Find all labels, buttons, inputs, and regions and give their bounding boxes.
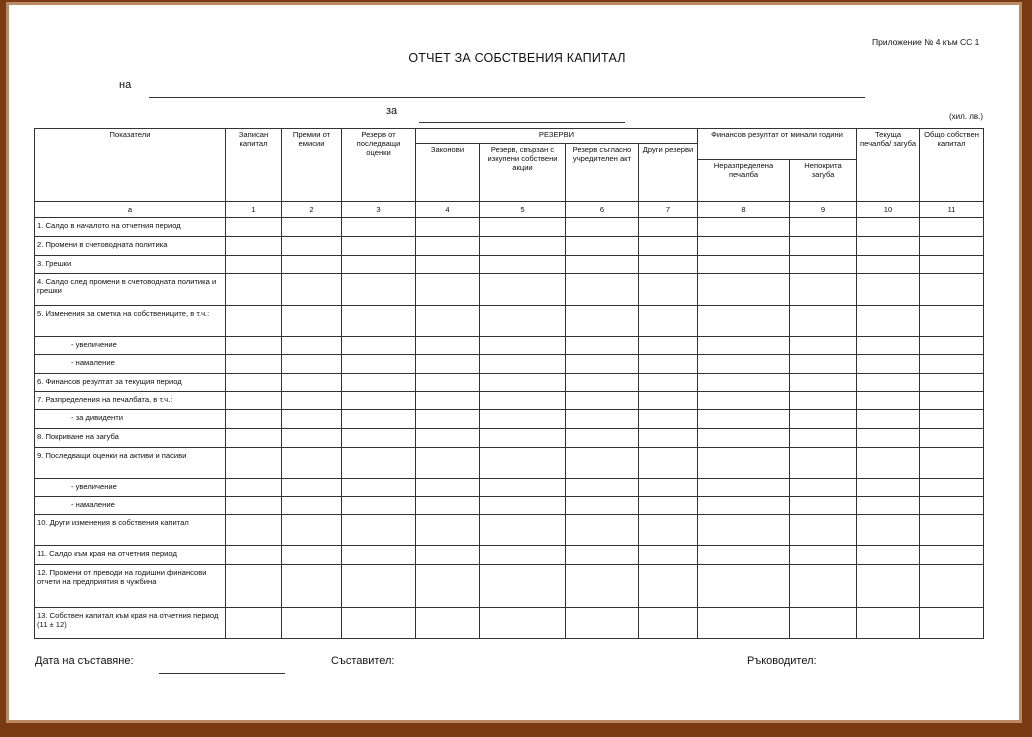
value-cell[interactable] [480,274,566,306]
value-cell[interactable] [790,565,857,608]
value-cell[interactable] [857,448,920,479]
value-cell[interactable] [480,237,566,256]
value-cell[interactable] [282,274,342,306]
value-cell[interactable] [566,565,639,608]
header-reserves: РЕЗЕРВИ [416,129,698,144]
value-cell[interactable] [857,337,920,355]
value-cell[interactable] [480,374,566,392]
value-cell[interactable] [342,306,416,337]
value-cell[interactable] [566,274,639,306]
value-cell[interactable] [857,515,920,546]
value-cell[interactable] [282,355,342,374]
value-cell[interactable] [639,237,698,256]
column-number: 5 [480,202,566,218]
value-cell[interactable] [698,256,790,274]
header-other-reserves: Други резерви [639,144,698,202]
value-cell[interactable] [416,306,480,337]
value-cell[interactable] [857,374,920,392]
row-label: - увеличение [35,337,226,355]
value-cell[interactable] [920,392,984,410]
za-label: за [386,105,398,117]
row-label: 8. Покриване на загуба [35,429,226,448]
header-uncovered-loss: Непокрита загуба [790,160,857,202]
table-row [35,497,984,515]
value-cell[interactable] [416,497,480,515]
value-cell[interactable] [342,256,416,274]
table-row [35,515,984,546]
value-cell[interactable] [342,410,416,429]
value-cell[interactable] [698,429,790,448]
header-registered-capital: Записан капитал [226,129,282,202]
value-cell[interactable] [282,479,342,497]
value-cell[interactable] [226,392,282,410]
value-cell[interactable] [226,448,282,479]
value-cell[interactable] [480,256,566,274]
value-cell[interactable] [480,337,566,355]
table-row [35,306,984,337]
table-row [35,355,984,374]
value-cell[interactable] [698,479,790,497]
value-cell[interactable] [920,497,984,515]
value-cell[interactable] [480,306,566,337]
value-cell[interactable] [639,608,698,639]
value-cell[interactable] [282,256,342,274]
equity-table [34,128,984,639]
value-cell[interactable] [857,546,920,565]
value-cell[interactable] [857,237,920,256]
header-indicators: Показатели [35,129,226,202]
value-cell[interactable] [226,374,282,392]
value-cell[interactable] [226,337,282,355]
value-cell[interactable] [790,355,857,374]
value-cell[interactable] [698,392,790,410]
value-cell[interactable] [639,497,698,515]
value-cell[interactable] [857,218,920,237]
header-total-equity: Общо собствен капитал [920,129,984,202]
column-number-row [35,202,984,218]
value-cell[interactable] [282,218,342,237]
row-label: 12. Промени от преводи на годишни финансови отчети на предприятия в чужбина [35,565,226,608]
value-cell[interactable] [226,306,282,337]
value-cell[interactable] [282,546,342,565]
table-row [35,565,984,608]
value-cell[interactable] [416,608,480,639]
value-cell[interactable] [282,565,342,608]
value-cell[interactable] [857,256,920,274]
value-cell[interactable] [639,515,698,546]
value-cell[interactable] [920,608,984,639]
column-number: 1 [226,202,282,218]
value-cell[interactable] [226,274,282,306]
value-cell[interactable] [639,355,698,374]
value-cell[interactable] [566,306,639,337]
value-cell[interactable] [342,274,416,306]
table-row [35,410,984,429]
value-cell[interactable] [566,256,639,274]
row-label: - намаление [35,355,226,374]
value-cell[interactable] [480,546,566,565]
value-cell[interactable] [857,306,920,337]
value-cell[interactable] [639,479,698,497]
row-label: 1. Салдо в началото на отчетния период [35,218,226,237]
value-cell[interactable] [416,565,480,608]
units-label: (хил. лв.) [949,112,984,121]
row-label: 3. Грешки [35,256,226,274]
value-cell[interactable] [416,274,480,306]
value-cell[interactable] [790,274,857,306]
row-label: 4. Салдо след промени в счетоводната политика и грешки [35,274,226,306]
table-row [35,448,984,479]
value-cell[interactable] [282,608,342,639]
value-cell[interactable] [416,374,480,392]
value-cell[interactable] [698,448,790,479]
header-current-result: Текуща печалба/ загуба [857,129,920,202]
value-cell[interactable] [342,355,416,374]
compiler-label: Съставител: [331,655,395,667]
value-cell[interactable] [857,565,920,608]
value-cell[interactable] [566,410,639,429]
row-label: 6. Финансов резултат за текущия период [35,374,226,392]
value-cell[interactable] [226,256,282,274]
row-label: 11. Салдо към края на отчетния период [35,546,226,565]
value-cell[interactable] [342,497,416,515]
value-cell[interactable] [566,479,639,497]
value-cell[interactable] [639,429,698,448]
value-cell[interactable] [566,448,639,479]
value-cell[interactable] [698,546,790,565]
value-cell[interactable] [416,448,480,479]
value-cell[interactable] [639,256,698,274]
header-founding-act-reserve: Резерв съгласно учредителен акт [566,144,639,202]
value-cell[interactable] [342,479,416,497]
value-cell[interactable] [639,374,698,392]
value-cell[interactable] [639,410,698,429]
value-cell[interactable] [416,237,480,256]
row-label: - намаление [35,497,226,515]
value-cell[interactable] [857,355,920,374]
value-cell[interactable] [342,337,416,355]
value-cell[interactable] [416,355,480,374]
value-cell[interactable] [698,274,790,306]
value-cell[interactable] [282,448,342,479]
value-cell[interactable] [790,515,857,546]
value-cell[interactable] [698,337,790,355]
column-number: 9 [790,202,857,218]
period-line [419,122,625,123]
value-cell[interactable] [857,608,920,639]
value-cell[interactable] [698,608,790,639]
value-cell[interactable] [566,392,639,410]
value-cell[interactable] [416,337,480,355]
value-cell[interactable] [698,218,790,237]
value-cell[interactable] [226,218,282,237]
value-cell[interactable] [342,608,416,639]
header-prior-result: Финансов резултат от минали години [698,129,857,160]
value-cell[interactable] [226,546,282,565]
value-cell[interactable] [790,218,857,237]
value-cell[interactable] [566,237,639,256]
header-revaluation-reserve: Резерв от последващи оценки [342,129,416,202]
value-cell[interactable] [920,565,984,608]
value-cell[interactable] [342,392,416,410]
value-cell[interactable] [226,565,282,608]
value-cell[interactable] [790,608,857,639]
value-cell[interactable] [790,306,857,337]
value-cell[interactable] [342,429,416,448]
value-cell[interactable] [790,479,857,497]
value-cell[interactable] [920,306,984,337]
value-cell[interactable] [480,479,566,497]
value-cell[interactable] [480,515,566,546]
column-number: 7 [639,202,698,218]
value-cell[interactable] [920,429,984,448]
value-cell[interactable] [698,497,790,515]
value-cell[interactable] [282,392,342,410]
table-row [35,546,984,565]
value-cell[interactable] [857,392,920,410]
value-cell[interactable] [416,515,480,546]
value-cell[interactable] [342,515,416,546]
value-cell[interactable] [480,410,566,429]
row-label: 9. Последващи оценки на активи и пасиви [35,448,226,479]
column-number: 6 [566,202,639,218]
value-cell[interactable] [920,546,984,565]
value-cell[interactable] [226,479,282,497]
value-cell[interactable] [416,410,480,429]
value-cell[interactable] [282,515,342,546]
value-cell[interactable] [480,429,566,448]
value-cell[interactable] [416,479,480,497]
value-cell[interactable] [698,515,790,546]
table-row [35,608,984,639]
value-cell[interactable] [639,448,698,479]
value-cell[interactable] [790,497,857,515]
report-title: ОТЧЕТ ЗА СОБСТВЕНИЯ КАПИТАЛ [408,51,626,65]
row-label: - увеличение [35,479,226,497]
value-cell[interactable] [566,374,639,392]
value-cell[interactable] [226,429,282,448]
value-cell[interactable] [920,515,984,546]
value-cell[interactable] [342,374,416,392]
value-cell[interactable] [566,429,639,448]
value-cell[interactable] [920,448,984,479]
value-cell[interactable] [480,497,566,515]
value-cell[interactable] [790,410,857,429]
value-cell[interactable] [698,237,790,256]
table-row [35,256,984,274]
value-cell[interactable] [342,237,416,256]
table-row [35,218,984,237]
appendix-label: Приложение № 4 към СС 1 [872,37,980,47]
value-cell[interactable] [920,337,984,355]
table-row [35,274,984,306]
value-cell[interactable] [698,374,790,392]
value-cell[interactable] [566,218,639,237]
value-cell[interactable] [566,337,639,355]
column-number: а [35,202,226,218]
value-cell[interactable] [920,274,984,306]
value-cell[interactable] [698,306,790,337]
value-cell[interactable] [480,565,566,608]
value-cell[interactable] [790,429,857,448]
value-cell[interactable] [480,392,566,410]
header-share-premiums: Премии от емисии [282,129,342,202]
value-cell[interactable] [920,237,984,256]
value-cell[interactable] [639,546,698,565]
value-cell[interactable] [342,546,416,565]
value-cell[interactable] [282,429,342,448]
table-row [35,392,984,410]
value-cell[interactable] [857,410,920,429]
column-number: 2 [282,202,342,218]
manager-label: Ръководител: [747,655,817,667]
value-cell[interactable] [857,497,920,515]
value-cell[interactable] [920,256,984,274]
value-cell[interactable] [790,374,857,392]
column-number: 4 [416,202,480,218]
value-cell[interactable] [342,218,416,237]
value-cell[interactable] [790,337,857,355]
value-cell[interactable] [226,355,282,374]
value-cell[interactable] [282,497,342,515]
value-cell[interactable] [342,565,416,608]
value-cell[interactable] [566,355,639,374]
table-row [35,429,984,448]
value-cell[interactable] [416,256,480,274]
value-cell[interactable] [639,218,698,237]
value-cell[interactable] [226,237,282,256]
date-line [159,673,285,674]
column-number: 10 [857,202,920,218]
value-cell[interactable] [639,306,698,337]
company-name-line [149,97,865,98]
value-cell[interactable] [226,608,282,639]
value-cell[interactable] [790,448,857,479]
value-cell[interactable] [416,429,480,448]
table-row [35,237,984,256]
value-cell[interactable] [790,392,857,410]
value-cell[interactable] [566,497,639,515]
table-row [35,374,984,392]
value-cell[interactable] [416,392,480,410]
value-cell[interactable] [639,392,698,410]
row-label: - за дивиденти [35,410,226,429]
value-cell[interactable] [857,274,920,306]
value-cell[interactable] [639,565,698,608]
value-cell[interactable] [639,337,698,355]
value-cell[interactable] [566,515,639,546]
value-cell[interactable] [920,410,984,429]
column-number: 8 [698,202,790,218]
table-row [35,479,984,497]
row-label: 5. Изменения за сметка на собствениците, в т.ч.: [35,306,226,337]
value-cell[interactable] [639,274,698,306]
value-cell[interactable] [698,565,790,608]
value-cell[interactable] [282,374,342,392]
value-cell[interactable] [790,256,857,274]
row-label: 7. Разпределения на печалбата, в т.ч.: [35,392,226,410]
value-cell[interactable] [857,429,920,448]
value-cell[interactable] [920,218,984,237]
na-label: на [119,79,132,91]
value-cell[interactable] [416,546,480,565]
row-label: 2. Промени в счетоводната политика [35,237,226,256]
column-number: 11 [920,202,984,218]
column-number: 3 [342,202,416,218]
table-row [35,337,984,355]
date-label: Дата на съставяне: [35,655,134,667]
document-page [6,2,1022,723]
value-cell[interactable] [282,306,342,337]
value-cell[interactable] [226,497,282,515]
header-undistributed-profit: Неразпределена печалба [698,160,790,202]
value-cell[interactable] [282,410,342,429]
value-cell[interactable] [857,479,920,497]
value-cell[interactable] [282,237,342,256]
value-cell[interactable] [698,410,790,429]
header-own-shares-reserve: Резерв, свързан с изкупени собствени акции [480,144,566,202]
value-cell[interactable] [226,410,282,429]
row-label: 13. Собствен капитал към края на отчетния период (11 ± 12) [35,608,226,639]
value-cell[interactable] [480,355,566,374]
value-cell[interactable] [480,218,566,237]
value-cell[interactable] [920,374,984,392]
value-cell[interactable] [480,448,566,479]
value-cell[interactable] [698,355,790,374]
row-label: 10. Други изменения в собствения капитал [35,515,226,546]
value-cell[interactable] [342,448,416,479]
value-cell[interactable] [790,546,857,565]
value-cell[interactable] [566,546,639,565]
value-cell[interactable] [416,218,480,237]
value-cell[interactable] [566,608,639,639]
value-cell[interactable] [480,608,566,639]
value-cell[interactable] [226,515,282,546]
header-statutory: Законови [416,144,480,202]
value-cell[interactable] [790,237,857,256]
value-cell[interactable] [920,355,984,374]
value-cell[interactable] [920,479,984,497]
value-cell[interactable] [282,337,342,355]
